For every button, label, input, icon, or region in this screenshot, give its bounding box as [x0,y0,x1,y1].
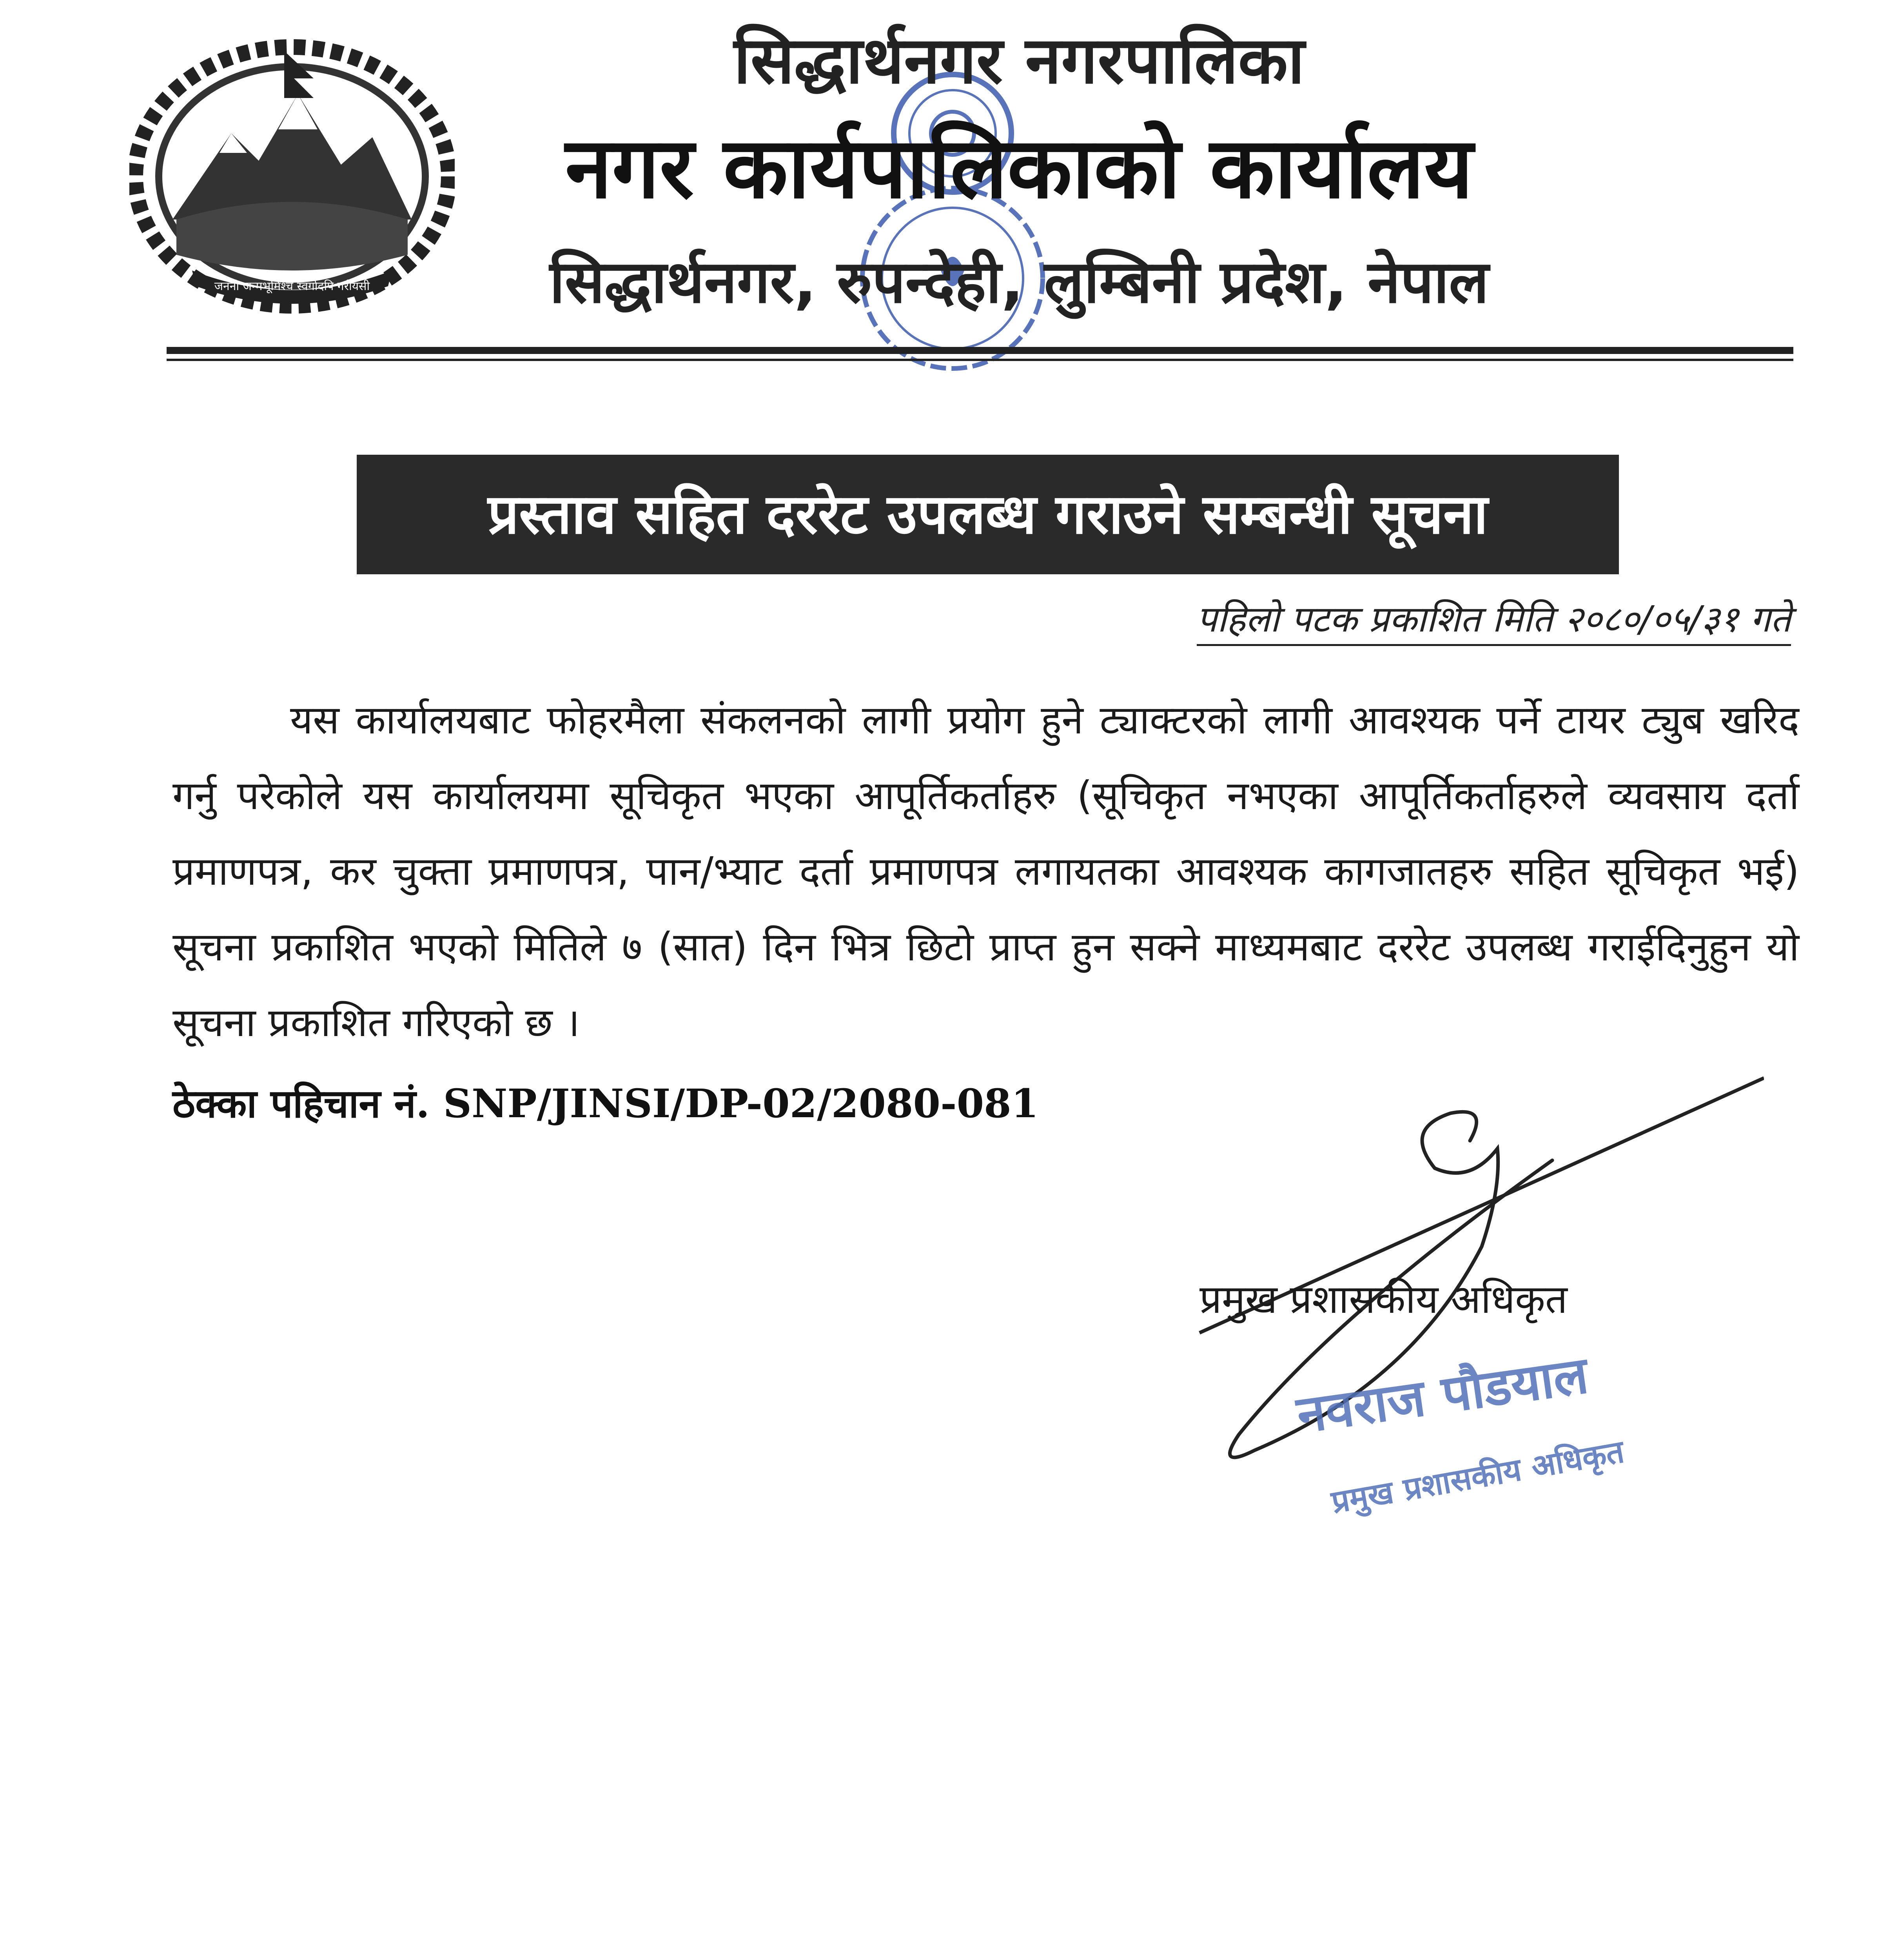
header-divider-thin [167,359,1793,361]
signatory-designation: प्रमुख प्रशासकीय अधिकृत [1199,1276,1568,1322]
notice-title-banner [357,455,1619,574]
signatory-stamp-title: प्रमुख प्रशासकीय अधिकृत [1328,1433,1627,1521]
tender-identification-number: ठेक्का पहिचान नं. SNP/JINSI/DP-02/2080-081 [172,1080,1039,1127]
municipality-office-seal-icon [843,59,1062,380]
signatory-stamp-name: नवराज पौडयाल [1293,1345,1592,1445]
notice-title: प्रस्ताव सहित दररेट उपलब्ध गराउने सम्बन्धी सूचना [488,482,1488,546]
svg-text:जननी जन्मभूमिश्च स्वर्गादपि गर: जननी जन्मभूमिश्च स्वर्गादपि गरीयसी [214,279,370,293]
municipality-name: सिद्धार्थनगर नगरपालिका [733,23,1305,98]
nepal-government-emblem-icon [129,35,455,318]
notice-body: यस कार्यालयबाट फोहरमैला संकलनको लागी प्रयोग हुने ट्याक्टरको लागी आवश्यक पर्ने टायर ट्युब खरिद गर्नु परेकोले यस कार्यालयमा सूचिकृत भएका आपूर्तिकर्ताहरु (सूचिकृत नभएका आपूर्तिकर्ताहरुले व्यवसाय दर्ता प्रमाणपत्र, कर चुक्ता प्रमाणपत्र, पान/भ्याट दर्ता प्रमाणपत्र लगायतका आवश्यक कागजातहरु सहित सूचिकृत भई) सूचना प्रकाशित भएको मितिले ७ (सात) दिन भित्र छिटो प्राप्त हुन सक्ने माध्यमबाट दररेट उपलब्ध गराईदिनुहुन यो सूचना प्रकाशित गरिएको छ । [172,697,1799,1045]
office-name: नगर कार्यपालिकाको कार्यालय [565,119,1473,217]
header-divider [167,347,1793,354]
office-address: सिद्धार्थनगर, रुपन्देही, लुम्बिनी प्रदेश, नेपाल [549,248,1489,316]
published-date: पहिलो पटक प्रकाशित मिति २०८०/०५/३१ गते [1197,598,1791,646]
